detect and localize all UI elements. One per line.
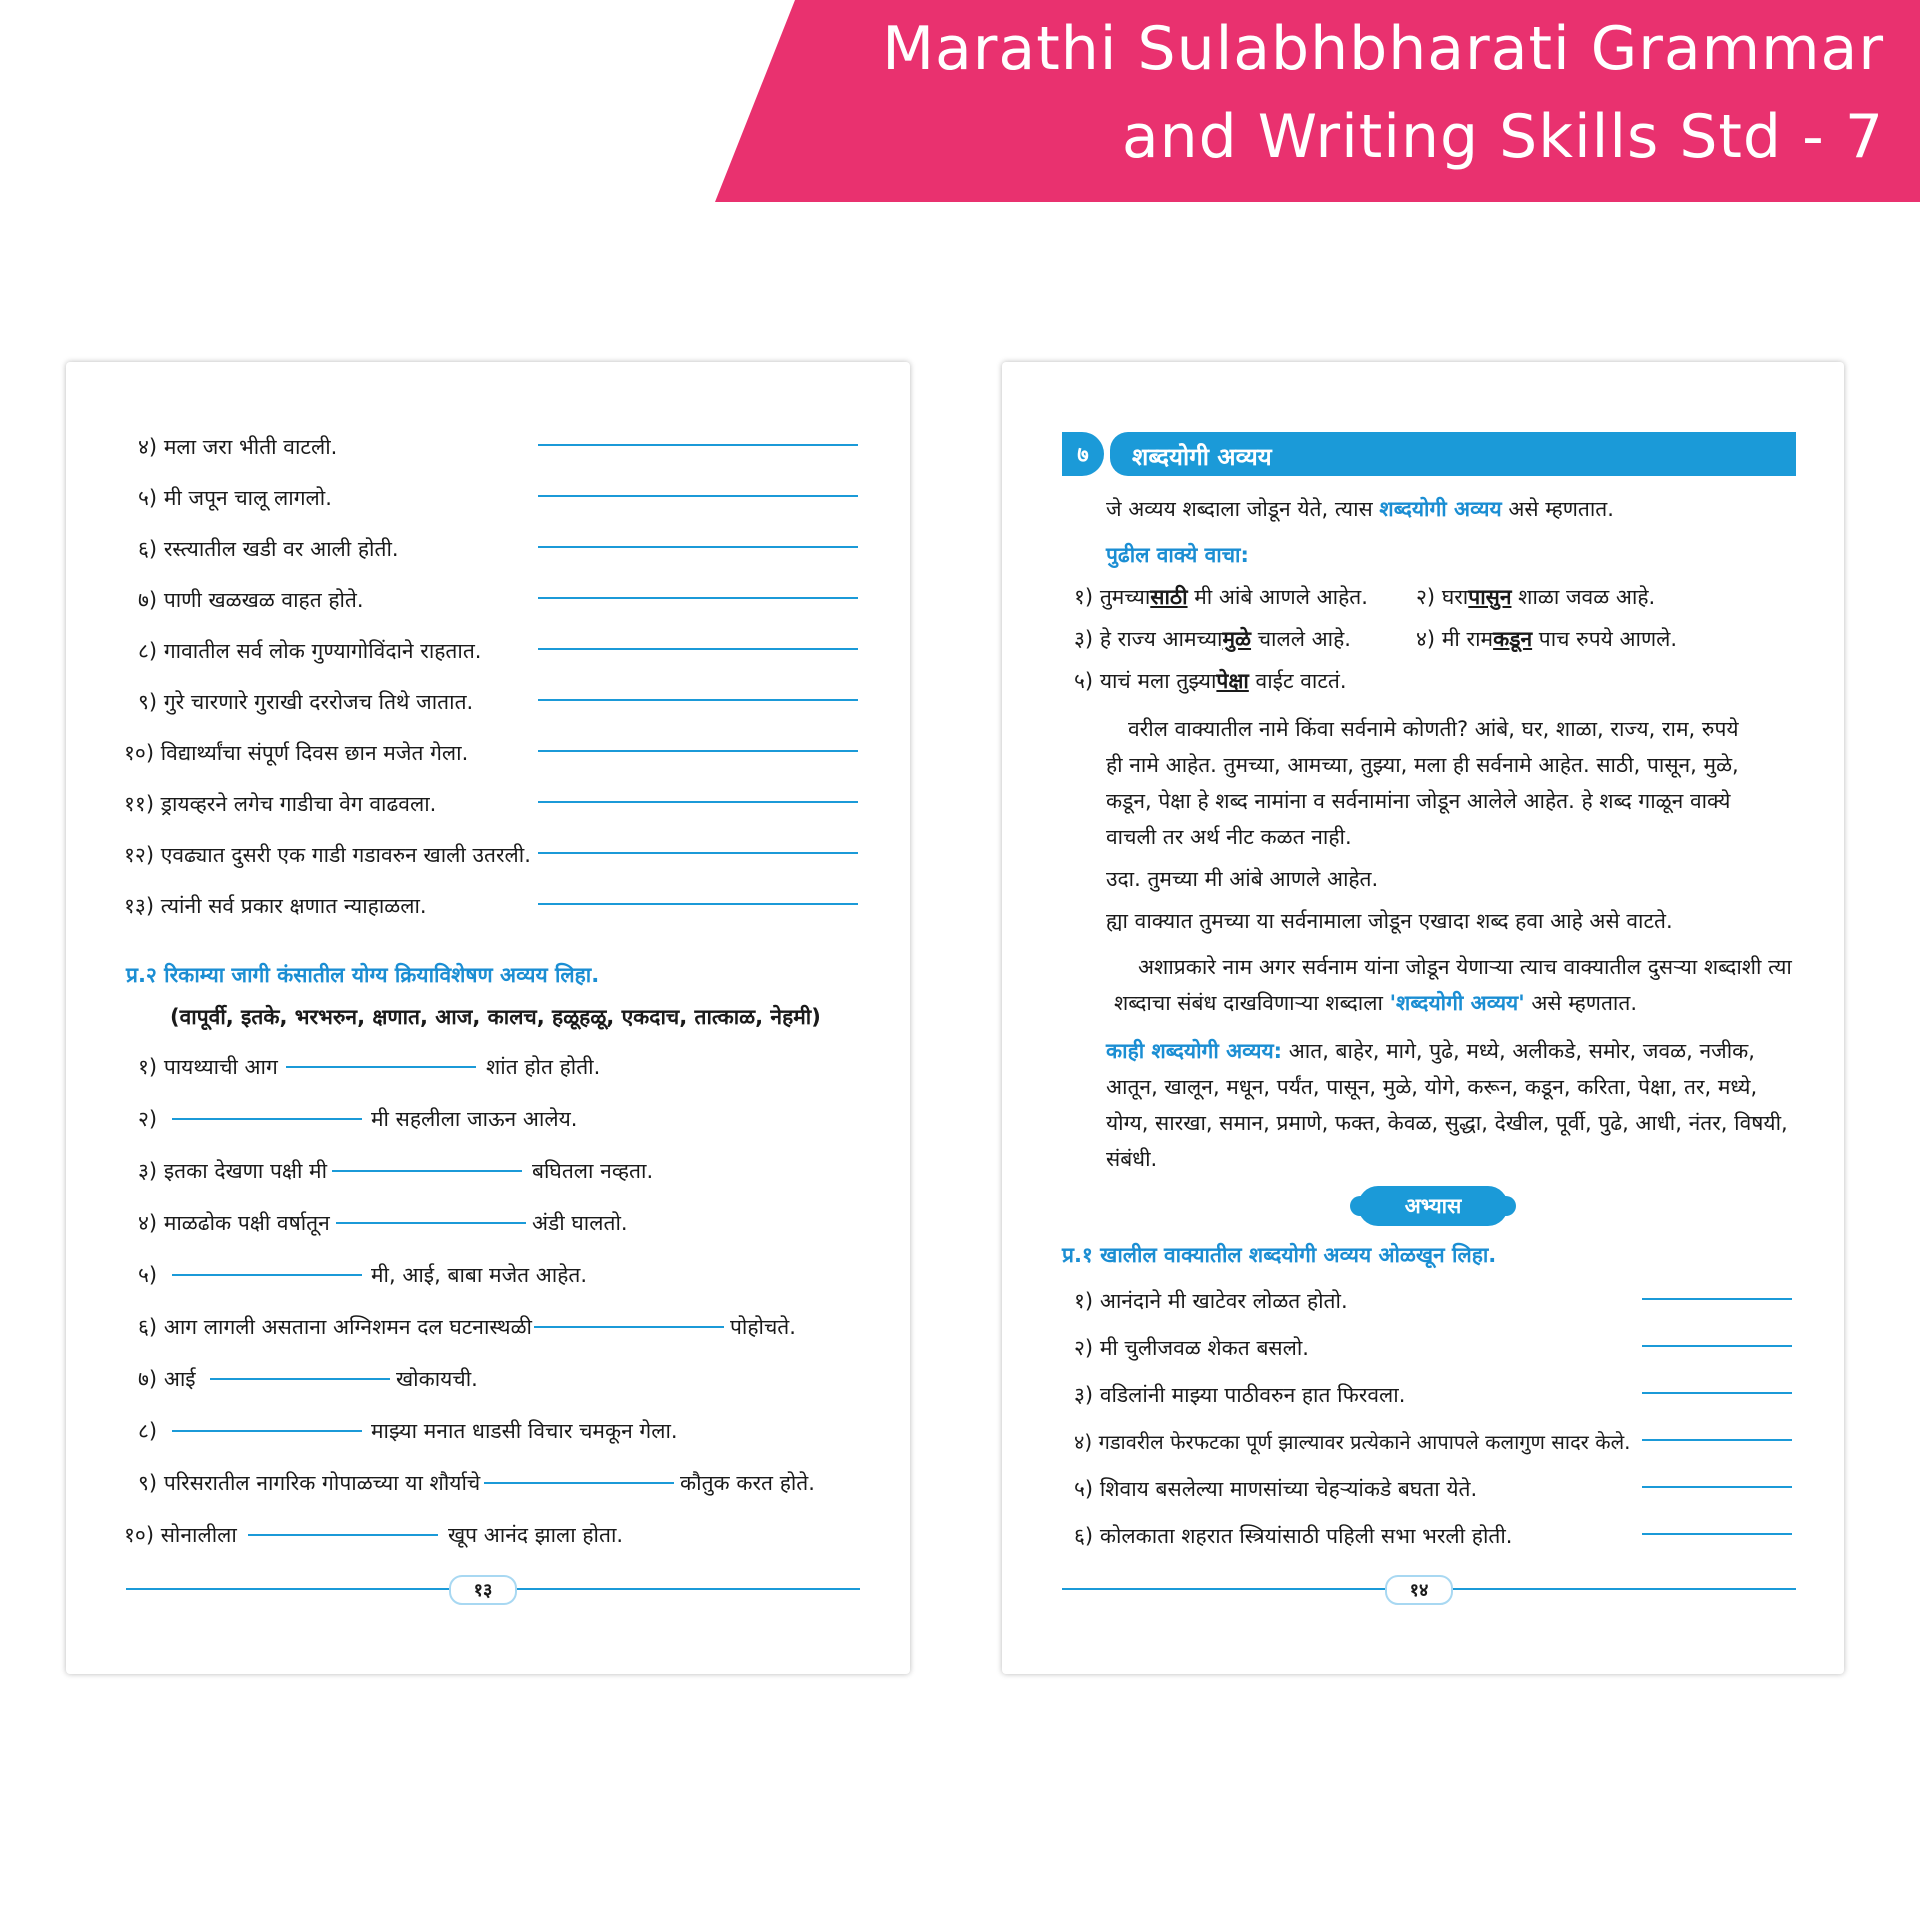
some-prepositions: काही शब्दयोगी अव्यय: आत, बाहेर, मागे, पुढे, मध्ये, अलीकडे, समोर, जवळ, नजीक, <box>1106 1039 1755 1063</box>
fill-item-tail: मी, आई, बाबा मजेत आहेत. <box>371 1263 588 1287</box>
exercise-item: ६) कोलकाता शहरात स्त्रियांसाठी पहिली सभा भरली होती. <box>1074 1524 1513 1548</box>
some-prepositions-line: आतून, खालून, मधून, पर्यंत, पासून, मुळे, योगे, करून, कडून, करिता, पेक्षा, तर, मध्ये, <box>1106 1075 1758 1099</box>
fill-item: ५) <box>138 1263 158 1287</box>
fill-item: ७) आई <box>138 1367 196 1391</box>
answer-blank[interactable] <box>1642 1439 1792 1441</box>
fill-blank[interactable] <box>248 1534 438 1536</box>
left-page <box>66 362 910 1674</box>
exercise-item: ८) गावातील सर्व लोक गुण्यागोविंदाने राहतात. <box>138 639 482 663</box>
exercise-item: १०) विद्यार्थ्यांचा संपूर्ण दिवस छान मजेत गेला. <box>124 741 469 765</box>
fill-item-tail: खूप आनंद झाला होता. <box>448 1523 624 1547</box>
exercise-item: ३) वडिलांनी माझ्या पाठीवरुन हात फिरवला. <box>1074 1383 1406 1407</box>
example-sentence: ४) मी रामकडून पाच रुपये आणले. <box>1416 627 1678 651</box>
answer-blank[interactable] <box>538 597 858 599</box>
fill-item: ९) परिसरातील नागरिक गोपाळच्या या शौर्याचे <box>138 1471 481 1495</box>
banner-title-line1: Marathi Sulabhbharati Grammar <box>882 14 1884 84</box>
exercise-item: ९) गुरे चारणारे गुराखी दररोजच तिथे जातात. <box>138 690 474 714</box>
fill-item: १) पायथ्याची आग <box>138 1055 278 1079</box>
explanation-line: ही नामे आहेत. तुमच्या, आमच्या, तुझ्या, मला ही सर्वनामे आहेत. साठी, पासून, मुळे, <box>1106 753 1739 777</box>
answer-blank[interactable] <box>538 699 858 701</box>
explanation-line: कडून, पेक्षा हे शब्द नामांना व सर्वनामांना जोडून आलेले आहेत. हे शब्द गाळून वाक्ये <box>1106 789 1731 813</box>
banner-title-line2: and Writing Skills Std - 7 <box>1121 102 1884 172</box>
intro-text: जे अव्यय शब्दाला जोडून येते, त्यास शब्दयोगी अव्यय असे म्हणतात. <box>1106 497 1614 521</box>
exercise-item: ७) पाणी खळखळ वाहत होते. <box>138 588 364 612</box>
definition-line: अशाप्रकारे नाम अगर सर्वनाम यांना जोडून येणाऱ्या त्याच वाक्यातील दुसऱ्या शब्दाशी त्या <box>1138 955 1792 979</box>
word-options: (वापूर्वी, इतके, भरभरुन, क्षणात, आज, कालच, हळूहळू, एकदाच, तात्काळ, नेहमी) <box>170 1005 821 1029</box>
explanation-line: वाचली तर अर्थ नीट कळत नाही. <box>1106 825 1352 849</box>
answer-blank[interactable] <box>1642 1486 1792 1488</box>
example-sentence: २) घरापासुन शाळा जवळ आहे. <box>1416 585 1656 609</box>
fill-item-tail: मी सहलीला जाऊन आलेय. <box>371 1107 578 1131</box>
exercise-item: १) आनंदाने मी खाटेवर लोळत होतो. <box>1074 1289 1348 1313</box>
answer-blank[interactable] <box>1642 1345 1792 1347</box>
answer-blank[interactable] <box>1642 1533 1792 1535</box>
answer-blank[interactable] <box>1642 1298 1792 1300</box>
fill-item-tail: शांत होत होती. <box>486 1055 601 1079</box>
fill-item: १०) सोनालीला <box>124 1523 237 1547</box>
some-prepositions-line: संबंधी. <box>1106 1147 1158 1171</box>
practice-label: अभ्यास <box>1358 1186 1508 1226</box>
fill-blank[interactable] <box>172 1118 362 1120</box>
fill-blank[interactable] <box>210 1378 390 1380</box>
page-number: १३ <box>449 1575 517 1605</box>
example-sentence: ३) हे राज्य आमच्यामुळे चालले आहे. <box>1074 627 1351 651</box>
example-note: ह्या वाक्यात तुमच्या या सर्वनामाला जोडून एखादा शब्द हवा आहे असे वाटते. <box>1106 909 1673 933</box>
fill-blank[interactable] <box>172 1274 362 1276</box>
read-heading: पुढील वाक्ये वाचा: <box>1106 543 1249 567</box>
answer-blank[interactable] <box>538 903 858 905</box>
answer-blank[interactable] <box>538 801 858 803</box>
answer-blank[interactable] <box>1642 1392 1792 1394</box>
fill-item-tail: माझ्या मनात धाडसी विचार चमकून गेला. <box>371 1419 678 1443</box>
section-number-badge: ७ <box>1062 432 1104 476</box>
page-number: १४ <box>1385 1575 1453 1605</box>
exercise-item: २) मी चुलीजवळ शेकत बसलो. <box>1074 1336 1309 1360</box>
fill-item-tail: पोहोचते. <box>730 1315 796 1339</box>
exercise-item: ४) गडावरील फेरफटका पूर्ण झाल्यावर प्रत्येकाने आपापले कलागुण सादर केले. <box>1074 1430 1631 1454</box>
fill-item: ४) माळढोक पक्षी वर्षातून <box>138 1211 330 1235</box>
exercise-item: ११) ड्रायव्हरने लगेच गाडीचा वेग वाढवला. <box>124 792 437 816</box>
fill-blank[interactable] <box>484 1482 674 1484</box>
answer-blank[interactable] <box>538 852 858 854</box>
fill-blank[interactable] <box>332 1170 522 1172</box>
example-sentence: ५) याचं मला तुझ्यापेक्षा वाईट वाटतं. <box>1074 669 1347 693</box>
exercise-item: ५) मी जपून चालू लागलो. <box>138 486 332 510</box>
exercise-item: ४) मला जरा भीती वाटली. <box>138 435 338 459</box>
fill-blank[interactable] <box>336 1222 526 1224</box>
exercise-item: ५) शिवाय बसलेल्या माणसांच्या चेहऱ्यांकडे बघता येते. <box>1074 1477 1478 1501</box>
question-1-heading: प्र.१ खालील वाक्यातील शब्दयोगी अव्यय ओळखून लिहा. <box>1062 1243 1497 1267</box>
fill-item: २) <box>138 1107 158 1131</box>
explanation-line: वरील वाक्यातील नामे किंवा सर्वनामे कोणती? आंबे, घर, शाळा, राज्य, राम, रुपये <box>1128 717 1739 741</box>
fill-item-tail: कौतुक करत होते. <box>680 1471 815 1495</box>
answer-blank[interactable] <box>538 750 858 752</box>
answer-blank[interactable] <box>538 495 858 497</box>
some-prepositions-line: योग्य, सारखा, समान, प्रमाणे, फक्त, केवळ, सुद्धा, देखील, पूर्वी, पुढे, आधी, नंतर, विषयी, <box>1106 1111 1788 1135</box>
example-line: उदा. तुमच्या मी आंबे आणले आहेत. <box>1106 867 1379 891</box>
fill-item-tail: बघितला नव्हता. <box>532 1159 654 1183</box>
fill-item: ३) इतका देखणा पक्षी मी <box>138 1159 328 1183</box>
example-sentence: १) तुमच्यासाठी मी आंबे आणले आहेत. <box>1074 585 1368 609</box>
right-page <box>1002 362 1844 1674</box>
exercise-item: १२) एवढ्यात दुसरी एक गाडी गडावरुन खाली उतरली. <box>124 843 531 867</box>
answer-blank[interactable] <box>538 546 858 548</box>
definition-line: शब्दाचा संबंध दाखविणाऱ्या शब्दाला 'शब्दयोगी अव्यय' असे म्हणतात. <box>1114 991 1638 1015</box>
fill-item-tail: अंडी घालतो. <box>532 1211 628 1235</box>
fill-item-tail: खोकायची. <box>396 1367 478 1391</box>
section-title: शब्दयोगी अव्यय <box>1132 443 1272 471</box>
fill-blank[interactable] <box>534 1326 724 1328</box>
fill-blank[interactable] <box>172 1430 362 1432</box>
fill-item: ८) <box>138 1419 158 1443</box>
exercise-item: १३) त्यांनी सर्व प्रकार क्षणात न्याहाळला. <box>124 894 427 918</box>
question-2-heading: प्र.२ रिकाम्या जागी कंसातील योग्य क्रियाविशेषण अव्यय लिहा. <box>126 963 600 987</box>
fill-item: ६) आग लागली असताना अग्निशमन दल घटनास्थळी <box>138 1315 532 1339</box>
answer-blank[interactable] <box>538 444 858 446</box>
exercise-item: ६) रस्त्यातील खडी वर आली होती. <box>138 537 399 561</box>
fill-blank[interactable] <box>286 1066 476 1068</box>
answer-blank[interactable] <box>538 648 858 650</box>
